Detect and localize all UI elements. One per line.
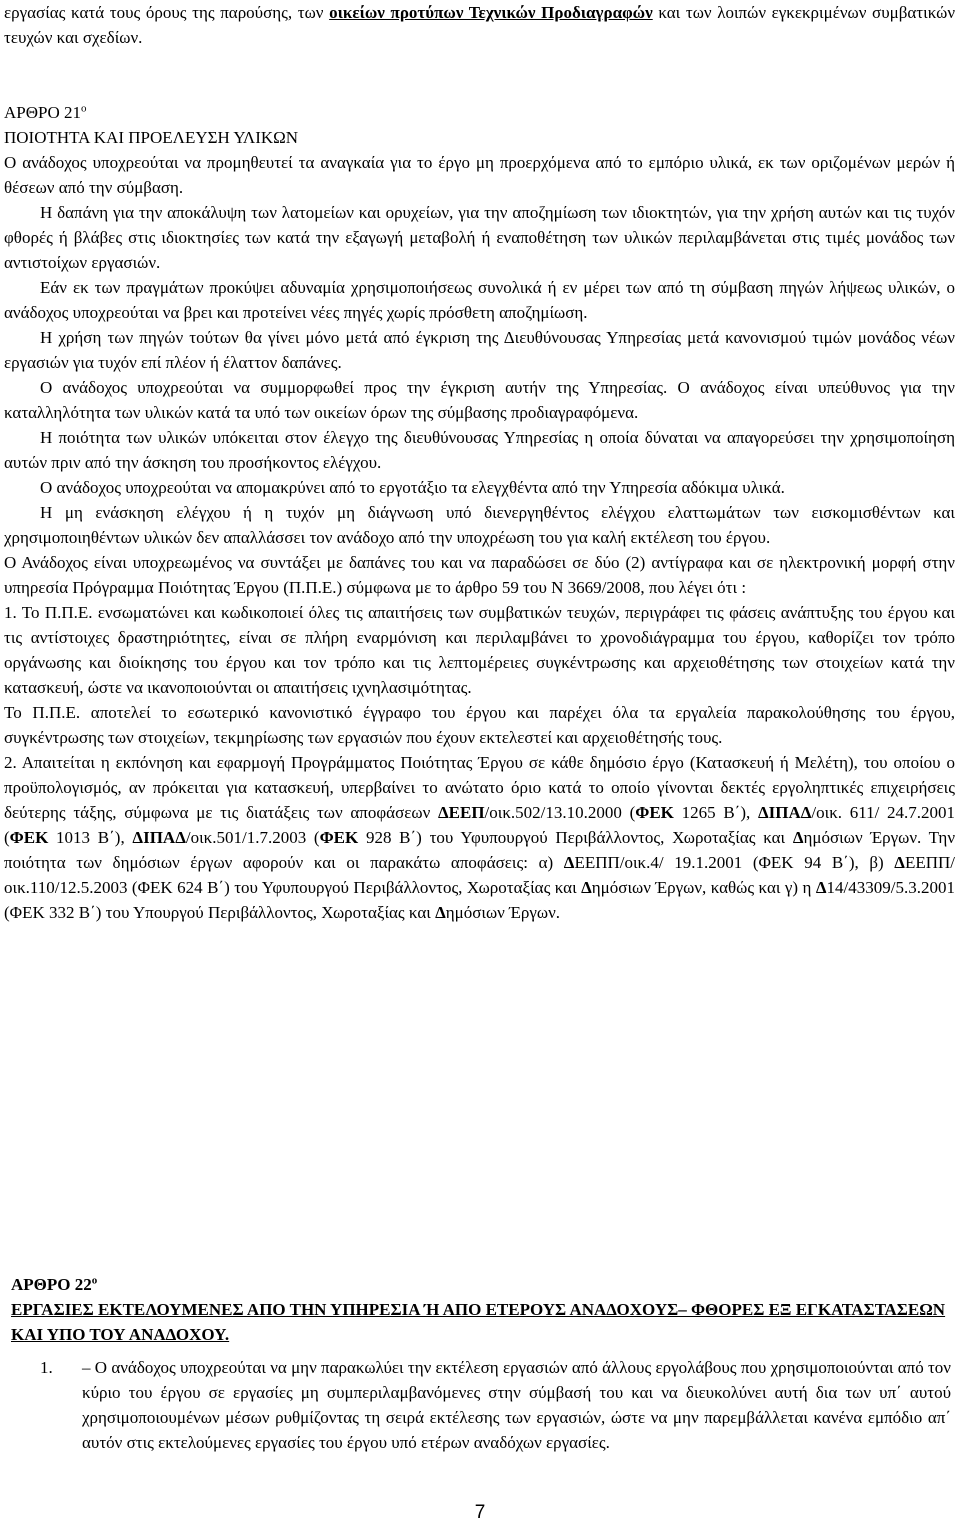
article22-title: ΕΡΓΑΣΙΕΣ ΕΚΤΕΛΟΥΜΕΝΕΣ ΑΠΟ ΤΗΝ ΥΠΗΡΕΣΙΑ Ή ΑΠΟ ΕΤΕΡΟΥΣ ΑΝΑΔΟΧΟΥΣ– ΦΘΟΡΕΣ ΕΞ ΕΓΚΑΤΑΣΤΑΣΕΩΝ ΚΑΙ ΥΠΟ ΤΟΥ ΑΝΑΔΟΧΟΥ.	[11, 1300, 946, 1344]
article21-number: ΑΡΘΡΟ $21^o$	[4, 102, 87, 122]
article21-paragraph: Ο ανάδοχος υποχρεούται να προμηθευτεί τα αναγκαία για το έργο μη προερχόμενα από το εμπόριο υλικά, εκ των οριζομένων μερών ή θέσεων από την σύμβαση.	[4, 153, 955, 197]
article21-paragraph: Εάν εκ των πραγμάτων προκύψει αδυναμία χρησιμοποιήσεως συνολικά ή εν μέρει των από τη σύμβαση πηγών λήψεως υλικών, ο ανάδοχος υποχρεούται να βρει και προτείνει νέες πηγές χωρίς πρόσθετη αποζημίωση.	[4, 278, 955, 322]
article21-paragraph: Η χρήση των πηγών τούτων θα γίνει μόνο μετά από έγκριση της Διευθύνουσας Υπηρεσίας μετά κανονισμού τιμών μονάδος νέων εργασιών για τυχόν επί πλέον ή έλαττον δαπάνες.	[4, 328, 955, 372]
article21-paragraph: Ο ανάδοχος υποχρεούται να συμμορφωθεί προς την έγκριση αυτήν της Υπηρεσίας. Ο ανάδοχος είναι υπεύθυνος για την καταλληλότητα των υλικών κατά τα υπό των οικείων όρων της σύμβασης προδιαγραφόμενα.	[4, 378, 955, 422]
document-body	[4, 0, 955, 925]
article22-heading	[11, 1272, 951, 1347]
article21-paragraph: Ο ανάδοχος υποχρεούται να απομακρύνει από το εργοτάξιο τα ελεγχθέντα από την Υπηρεσία αδόκιμα υλικά.	[40, 478, 785, 497]
article21-paragraph: Ο Ανάδοχος είναι υποχρεωμένος να συντάξει με δαπάνες του και να παραδώσει σε δύο (2) αντίγραφα και σε ηλεκτρονική μορφή στην υπηρεσία Πρόγραμμα Ποιότητας Έργου (Π.Π.Ε.) σύμφωνα με το άρθρο 59 του Ν 3669/2008, που λέγει ότι :	[4, 553, 955, 597]
specifications-link: οικείων προτύπων Τεχνικών Προδιαγραφών	[329, 3, 653, 22]
article21-paragraph: 2. Απαιτείται η εκπόνηση και εφαρμογή Προγράμματος Ποιότητας Έργου σε κάθε δημόσιο έργο (Κατασκευή ή Μελέτη), του οποίου ο προϋπολογισμός, αν πρόκειται για κατασκευή, υπερβαίνει το ανώτατο όριο κατά το οποίο γίνονται δεκτές εργοληπτικές επιχειρήσεις δεύτερης τάξης, σύμφωνα με τις διατάξεις των αποφάσεων ΔΕΕΠ/οικ.502/13.10.2000 (ΦΕΚ 1265 Β΄), ΔΙΠΑΔ/οικ. 611/ 24.7.2001 (ΦΕΚ 1013 Β΄), ΔΙΠΑΔ/οικ.501/1.7.2003 (ΦΕΚ 928 Β΄) του Υφυπουργού Περιβάλλοντος, Χωροταξίας και Δημόσιων Έργων. Την ποιότητα των δημόσιων έργων αφορούν και οι παρακάτω αποφάσεις: α) ΔΕΕΠΠ/οικ.4/ 19.1.2001 (ΦΕΚ 94 Β΄), β) ΔΕΕΠΠ/οικ.110/12.5.2003 (ΦΕΚ 624 Β΄) του Υφυπουργού Περιβάλλοντος, Χωροταξίας και Δημόσιων Έργων, καθώς και γ) η Δ14/43309/5.3.2001 (ΦΕΚ 332 Β΄) του Υπουργού Περιβάλλοντος, Χωροταξίας και Δημόσιων Έργων.	[4, 753, 956, 922]
intro-paragraph: εργασίας κατά τους όρους της παρούσης, των οικείων προτύπων Τεχνικών Προδιαγραφών και των λοιπών εγκεκριμένων συμβατικών τευχών και σχεδίων.	[4, 3, 956, 47]
article21-title: ΠΟΙΟΤΗΤΑ ΚΑΙ ΠΡΟΕΛΕΥΣΗ ΥΛΙΚΩΝ	[4, 128, 299, 147]
article21-paragraph: Το Π.Π.Ε. αποτελεί το εσωτερικό κανονιστικό έγγραφο του έργου και παρέχει όλα τα εργαλεία παρακολούθησης του έργου, συγκέντρωσης των στοιχείων, τεκμηρίωσης των εργασιών που έχουν εκτελεστεί και αρχειοθέτησής τους.	[4, 703, 955, 747]
page-number: 7	[474, 1502, 486, 1523]
article21-paragraph: Η μη ενάσκηση ελέγχου ή η τυχόν μη διάγνωση υπό διενεργηθέντος ελέγχου ελαττωμάτων των εισκομισθέντων και χρησιμοποιηθέντων υλικών δεν απαλλάσσει τον ανάδοχο από την υποχρέωση του για καλή εκτέλεση του έργου.	[4, 503, 955, 547]
article21-paragraph: Η ποιότητα των υλικών υπόκειται στον έλεγχο της διευθύνουσας Υπηρεσίας η οποία δύναται να απαγορεύσει την χρησιμοποίηση αυτών πριν από την άσκηση του προσήκοντος ελέγχου.	[4, 428, 955, 472]
list-number: 1.	[40, 1358, 53, 1377]
article21-paragraph: Η δαπάνη για την αποκάλυψη των λατομείων και ορυχείων, για την αποζημίωση των ιδιοκτητών, για την χρήση αυτών και τις τυχόν φθορές ή βλάβες στις ιδιοκτησίες των κατά την εξαγωγή μεταβολή ή εναποθέτηση των υλικών περιλαμβάνεται στις τιμές μονάδος των αντιστοίχων εργασιών.	[4, 203, 955, 272]
article22-item	[40, 1355, 951, 1455]
article22-number: ΑΡΘΡΟ $22^o$	[11, 1274, 98, 1294]
article21-paragraph: 1. Το Π.Π.Ε. ενσωματώνει και κωδικοποιεί όλες τις απαιτήσεις των συμβατικών τευχών, περιγράφει τις φάσεις ανάπτυξης του έργου και τις αντίστοιχες δραστηριότητες, είναι σε πλήρη εναρμόνιση και περιλαμβάνει το χρονοδιάγραμμα του έργου, καθορίζει τον τρόπο οργάνωσης και διοίκησης του έργου και τον τρόπο και τις λεπτομέρειες συγκέντρωσης και αρχειοθέτησης των στοιχείων κατά την κατασκευή, ώστε να ικανοποιούνται οι απαιτήσεις ιχνηλασιμότητας.	[4, 603, 955, 697]
list-item-text: – Ο ανάδοχος υποχρεούται να μην παρακωλύει την εκτέλεση εργασιών από άλλους εργολάβους που χρησιμοποιούνται από τον κύριο του έργου σε εργασίες μη συμπεριλαμβανόμενες στην σύμβασή του και να διευκολύνει αυτή δια των υπ΄ αυτού χρησιμοποιουμένων μέσων ρυθμίζοντας τη σειρά εκτέλεσης των εργασιών, ώστε να μην παρεμβάλλεται κανένα εμπόδιο απ΄ αυτόν στις εκτελούμενες εργασίες του έργου υπό ετέρων αναδόχων εργασίες.	[82, 1358, 951, 1452]
